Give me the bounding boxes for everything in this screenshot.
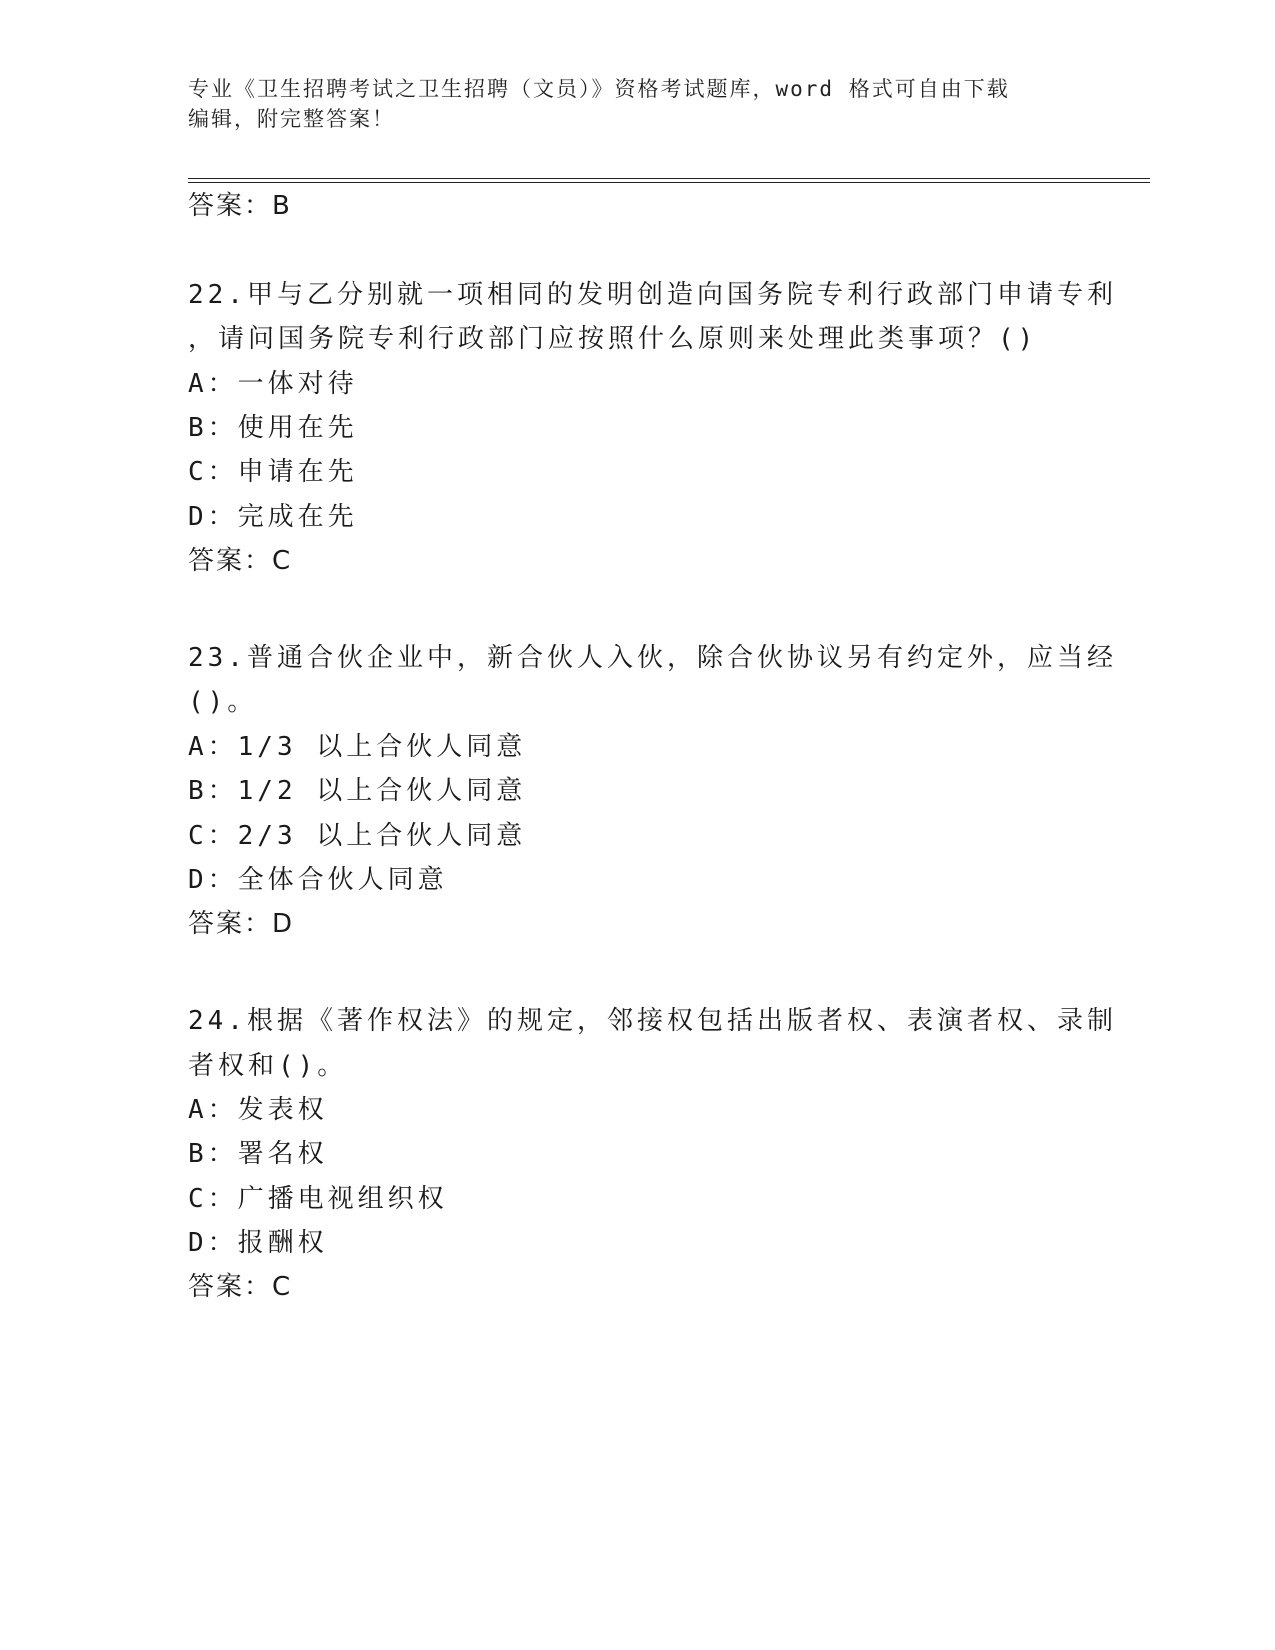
question-24-option-a: A：发表权 — [188, 1095, 328, 1125]
document-header — [188, 74, 1088, 134]
question-23-option-c: C：2/3 以上合伙人同意 — [188, 821, 527, 851]
question-24-stem-line-2: 者权和()。 — [188, 1051, 348, 1081]
question-22-option-d: D：完成在先 — [188, 502, 358, 532]
question-24-answer: 答案：C — [188, 1272, 293, 1302]
header-line-2: 编辑，附完整答案！ — [188, 107, 395, 131]
question-23-option-a: A：1/3 以上合伙人同意 — [188, 732, 527, 762]
question-24-stem-line-1: 24.根据《著作权法》的规定，邻接权包括出版者权、表演者权、录制 — [188, 1006, 1117, 1036]
question-23-option-b: B：1/2 以上合伙人同意 — [188, 776, 527, 806]
question-24-option-b: B：署名权 — [188, 1139, 328, 1169]
question-22-option-c: C：申请在先 — [188, 457, 358, 487]
question-23-stem-line-2: ()。 — [188, 687, 258, 717]
question-24-option-c: C：广播电视组织权 — [188, 1184, 448, 1214]
header-divider-bottom — [188, 182, 1150, 183]
question-22-option-a: A：一体对待 — [188, 369, 358, 399]
header-line-1: 专业《卫生招聘考试之卫生招聘（文员）》资格考试题库，word 格式可自由下载 — [188, 77, 1010, 101]
previous-answer: 答案：B — [188, 191, 292, 221]
header-divider-top — [188, 178, 1150, 179]
question-23-option-d: D：全体合伙人同意 — [188, 865, 448, 895]
question-22-stem-line-1: 22.甲与乙分别就一项相同的发明创造向国务院专利行政部门申请专利 — [188, 280, 1117, 310]
question-24-option-d: D：报酬权 — [188, 1228, 328, 1258]
question-23-answer: 答案：D — [188, 909, 295, 939]
question-22-option-b: B：使用在先 — [188, 413, 358, 443]
question-22-answer: 答案：C — [188, 546, 293, 576]
question-23-stem-line-1: 23.普通合伙企业中，新合伙人入伙，除合伙协议另有约定外，应当经 — [188, 643, 1117, 673]
question-22-stem-line-2: ，请问国务院专利行政部门应按照什么原则来处理此类事项？() — [188, 324, 1038, 354]
